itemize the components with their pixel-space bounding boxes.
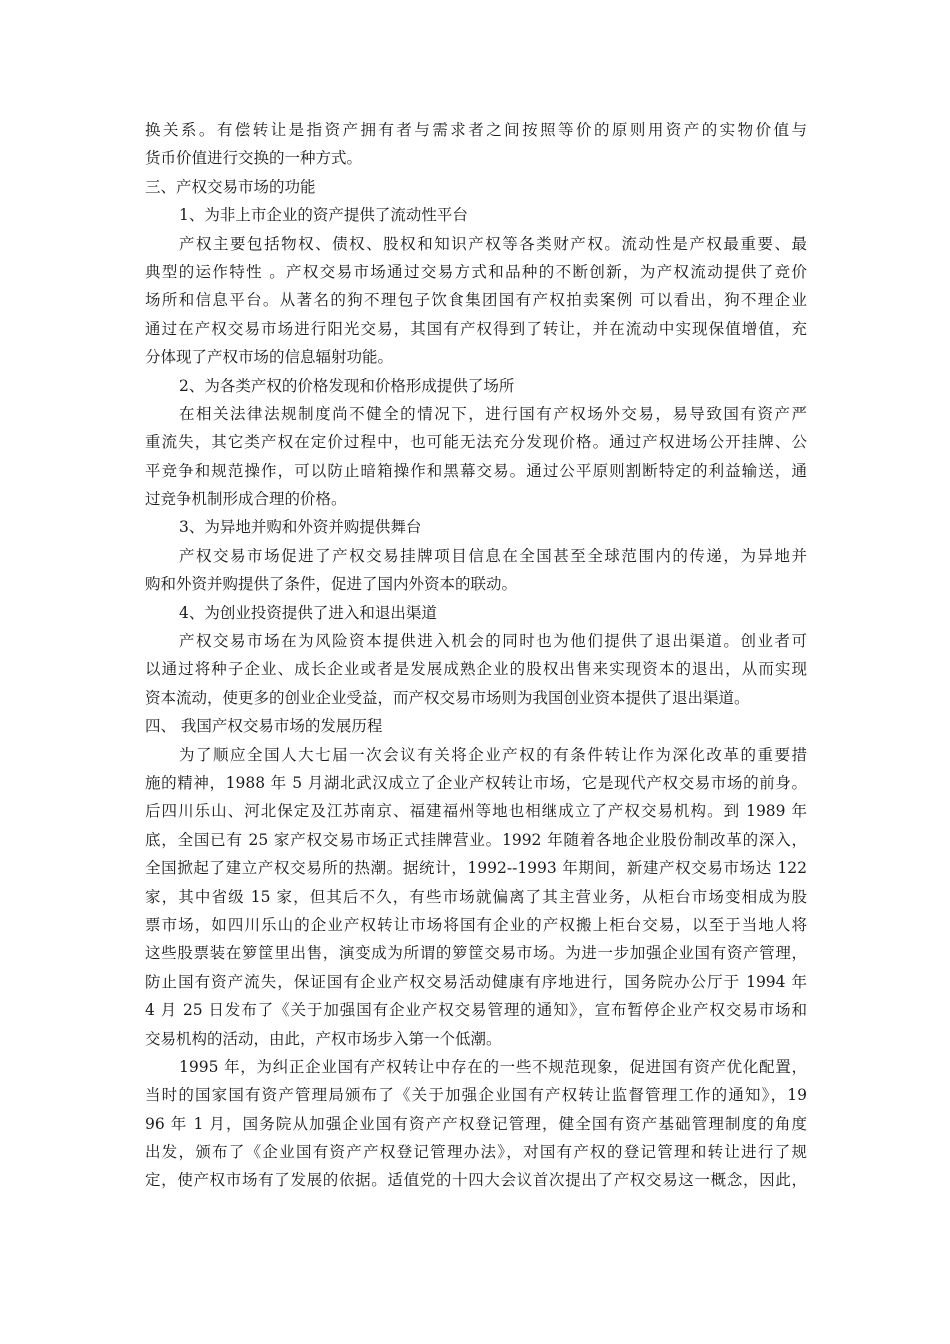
text-line: 购和外资并购提供了条件，促进了国内外资本的联动。 — [145, 575, 518, 594]
text-line: 换关系。有偿转让是指资产拥有者与需求者之间按照等价的原则用资产的实物价值与 — [145, 121, 807, 139]
text-line: 底，全国已有 25 家产权交易市场正式挂牌营业。1992 年随着各地企业股份制改革的深入， — [145, 830, 807, 849]
text-line: 出发，颁布了《企业国有资产产权登记管理办法》，对国有产权的登记管理和转让进行了规 — [145, 1143, 807, 1162]
text-line: 产权交易市场促进了产权交易挂牌项目信息在全国甚至全球范围内的传递，为异地并 — [179, 546, 807, 565]
text-line: 四、 我国产权交易市场的发展历程 — [145, 717, 383, 736]
text-line: 96 年 1 月，国务院从加强企业国有资产产权登记管理，健全国有资产基础管理制度的角度 — [145, 1114, 807, 1133]
text-line: 三、产权交易市场的功能 — [145, 177, 316, 196]
text-line: 4 月 25 日发布了《关于加强国有企业产权交易管理的通知》，宣布暂停企业产权交易市场和 — [145, 1001, 807, 1020]
text-line: 典型的运作特性 。产权交易市场通过交易方式和品种的不断创新，为产权流动提供了竞价 — [145, 262, 807, 281]
text-line: 3、为异地并购和外资并购提供舞台 — [179, 518, 422, 537]
text-line: 重流失，其它类产权在定价过程中，也可能无法充分发现价格。通过产权进场公开挂牌、公 — [145, 433, 807, 452]
document-body — [145, 116, 807, 1195]
text-line: 资本流动，使更多的创业企业受益，而产权交易市场则为我国创业资本提供了退出渠道。 — [145, 688, 750, 707]
text-line: 分体现了产权市场的信息辐射功能。 — [145, 348, 394, 367]
text-line: 为了顺应全国人大七届一次会议有关将企业产权的有条件转让作为深化改革的重要措 — [179, 745, 807, 764]
text-line: 这些股票装在箩筐里出售，演变成为所谓的箩筐交易市场。为进一步加强企业国有资产管理， — [145, 944, 807, 963]
text-line: 2、为各类产权的价格发现和价格形成提供了场所 — [179, 376, 515, 395]
text-line: 4、为创业投资提供了进入和退出渠道 — [179, 603, 437, 622]
text-line: 产权主要包括物权、债权、股权和知识产权等各类财产权。流动性是产权最重要、最 — [179, 234, 807, 253]
text-line: 过竞争机制形成合理的价格。 — [145, 490, 347, 509]
text-line: 1、为非上市企业的资产提供了流动性平台 — [179, 206, 468, 225]
text-line: 后四川乐山、河北保定及江苏南京、福建福州等地也相继成立了产权交易机构。到 1989 年 — [145, 802, 807, 821]
text-line: 通过在产权交易市场进行阳光交易，其国有产权得到了转让，并在流动中实现保值增值，充 — [145, 319, 807, 338]
text-line: 家，其中省级 15 家，但其后不久，有些市场就偏离了其主营业务，从柜台市场变相成为股 — [145, 887, 807, 906]
text-line: 防止国有资产流失，保证国有企业产权交易活动健康有序地进行，国务院办公厅于 1994 年 — [145, 972, 807, 991]
text-line: 在相关法律法规制度尚不健全的情况下，进行国有产权场外交易，易导致国有资产严 — [179, 404, 807, 423]
text-line: 产权交易市场在为风险资本提供进入机会的同时也为他们提供了退出渠道。创业者可 — [179, 632, 807, 651]
text-line: 票市场，如四川乐山的企业产权转让市场将国有企业的产权搬上柜台交易，以至于当地人将 — [145, 915, 807, 934]
text-line: 交易机构的活动，由此，产权市场步入第一个低潮。 — [145, 1029, 502, 1048]
text-line: 当时的国家国有资产管理局颁布了《关于加强企业国有产权转让监督管理工作的通知》，19 — [145, 1086, 807, 1105]
text-line: 1995 年，为纠正企业国有产权转让中存在的一些不规范现象，促进国有资产优化配置， — [179, 1057, 807, 1076]
text-line: 定，使产权市场有了发展的依据。适值党的十四大会议首次提出了产权交易这一概念，因此， — [145, 1171, 807, 1190]
text-line: 场所和信息平台。从著名的狗不理包子饮食集团国有产权拍卖案例 可以看出，狗不理企业 — [145, 291, 807, 310]
text-line: 货币价值进行交换的一种方式。 — [145, 149, 363, 168]
text-line: 施的精神，1988 年 5 月湖北武汉成立了企业产权转让市场，它是现代产权交易市场的前身。 — [145, 773, 807, 792]
text-line: 全国掀起了建立产权交易所的热潮。据统计，1992--1993 年期间，新建产权交易市场达 122 — [145, 859, 807, 878]
text-line: 以通过将种子企业、成长企业或者是发展成熟企业的股权出售来实现资本的退出，从而实现 — [145, 660, 807, 679]
text-line: 平竞争和规范操作，可以防止暗箱操作和黑幕交易。通过公平原则割断特定的利益输送，通 — [145, 461, 807, 480]
